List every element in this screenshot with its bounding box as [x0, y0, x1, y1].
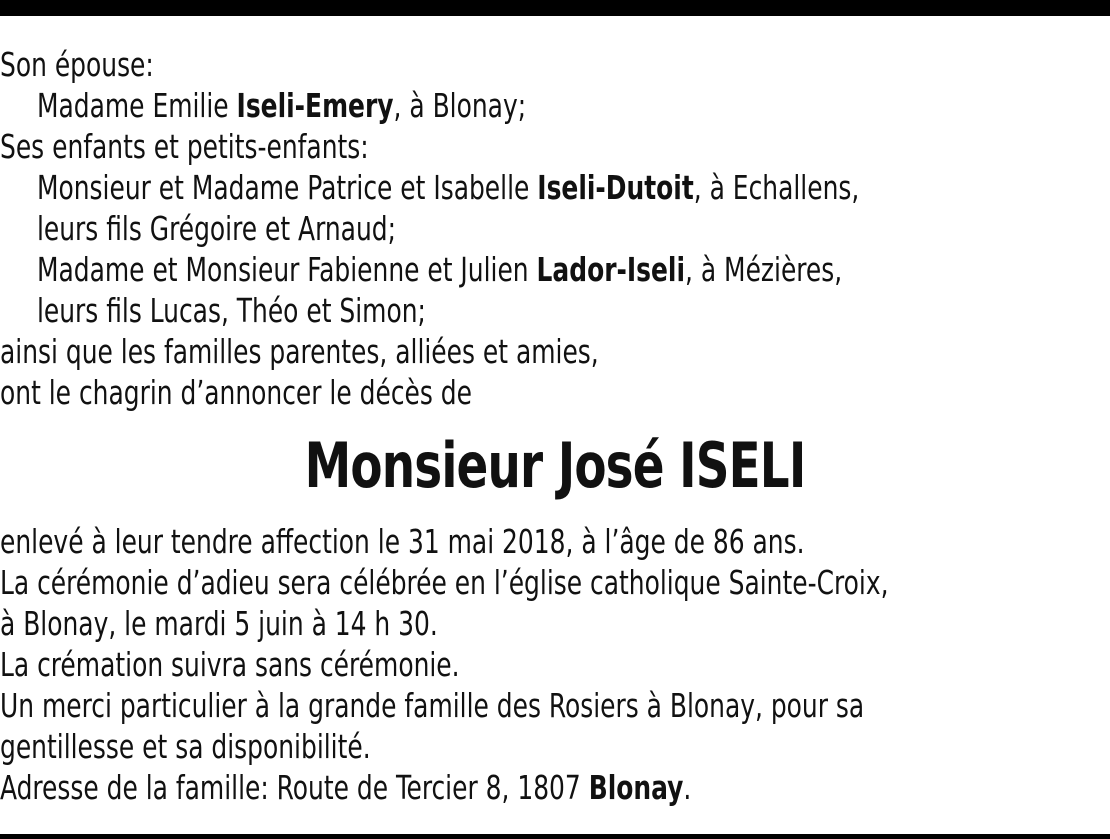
- spouse-line: Madame Emilie Iseli-Emery, à Blonay;: [36, 86, 527, 125]
- spouse-heading: Son épouse:: [0, 45, 154, 84]
- death-line: enlevé à leur tendre affection le 31 mai 2018, à l’âge de 86 ans.: [0, 522, 805, 561]
- top-rule: [0, 0, 1110, 16]
- child2-line: Madame et Monsieur Fabienne et Julien Lador-Iseli, à Mézières,: [36, 250, 843, 289]
- children-heading: Ses enfants et petits-enfants:: [0, 127, 369, 166]
- deceased-name: Monsieur José ISELI: [304, 429, 806, 502]
- thanks-line-2: gentillesse et sa disponibilité.: [0, 727, 371, 766]
- child2-kids: leurs fils Lucas, Théo et Simon;: [36, 291, 426, 330]
- announce-line: ont le chagrin d’annoncer le décès de: [0, 373, 472, 412]
- thanks-line-1: Un merci particulier à la grande famille des Rosiers à Blonay, pour sa: [0, 686, 865, 725]
- child2-name: Lador-Iseli: [536, 250, 686, 289]
- spouse-name: Iseli-Emery: [236, 86, 394, 125]
- child1-name: Iseli-Dutoit: [537, 168, 694, 207]
- families-line: ainsi que les familles parentes, alliées et amies,: [0, 332, 599, 371]
- deceased-block: [0, 413, 1110, 521]
- obituary-notice: [0, 44, 1110, 808]
- address-city: Blonay: [588, 768, 684, 807]
- ceremony-line-1: La cérémonie d’adieu sera célébrée en l’église catholique Sainte-Croix,: [0, 563, 889, 602]
- cremation-line: La crémation suivra sans cérémonie.: [0, 645, 460, 684]
- bottom-rule: [0, 834, 1110, 839]
- child1-line: Monsieur et Madame Patrice et Isabelle Iseli-Dutoit, à Echallens,: [36, 168, 860, 207]
- ceremony-line-2: à Blonay, le mardi 5 juin à 14 h 30.: [0, 604, 438, 643]
- child1-kids: leurs fils Grégoire et Arnaud;: [36, 209, 396, 248]
- address-line: Adresse de la famille: Route de Tercier 8, 1807 Blonay.: [0, 768, 692, 807]
